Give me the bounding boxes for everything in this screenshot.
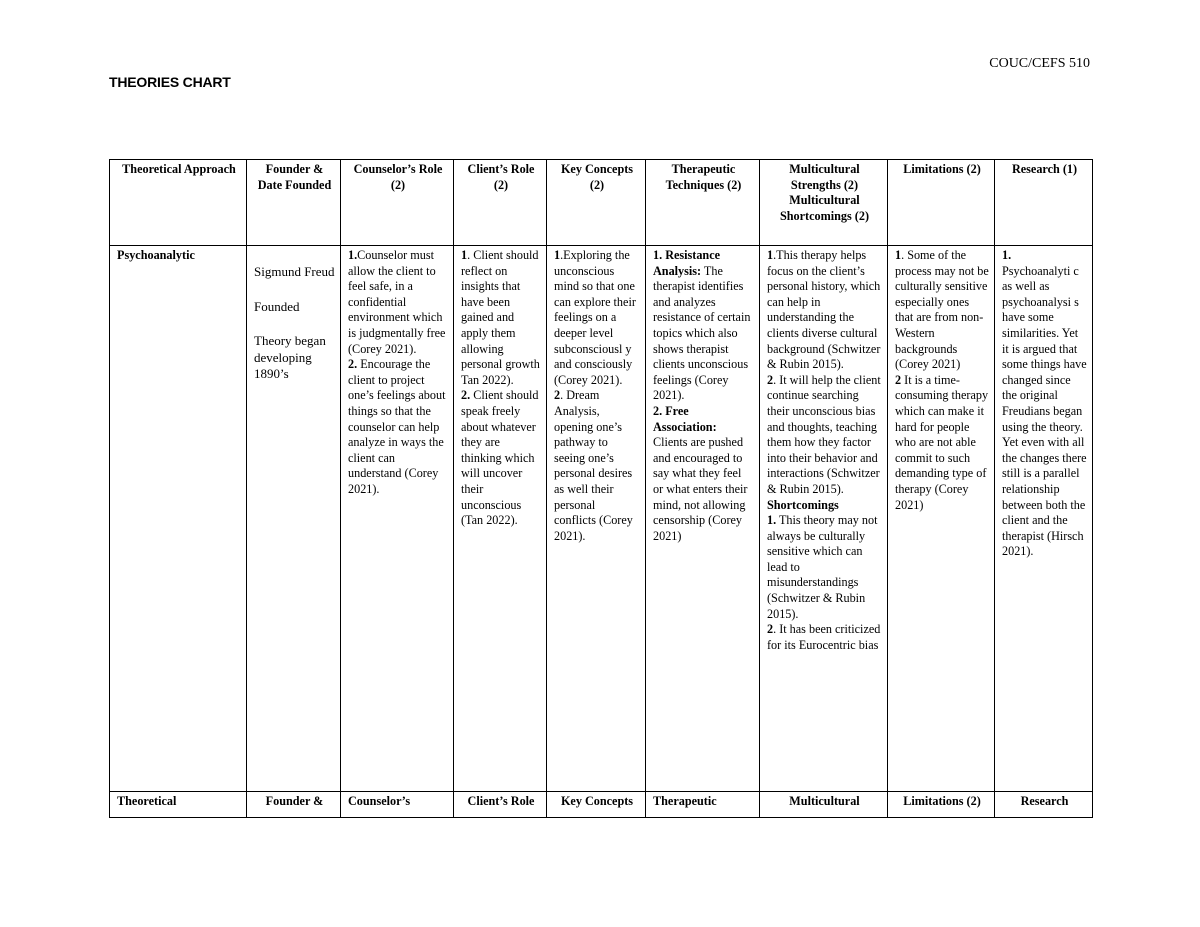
limitation-2: It is a time-consuming therapy which can make it hard for people who are not able commit to such demanding type of therapy (Corey 2021) xyxy=(895,372,989,512)
research-cell xyxy=(995,246,1093,792)
client-role-cell xyxy=(454,246,547,792)
item-number: 1 xyxy=(554,248,561,262)
limitations-cell xyxy=(888,246,995,792)
header-research: Research (1) xyxy=(995,160,1093,246)
repeat-header-multicultural: Multicultural xyxy=(760,792,888,818)
header-key-concepts: Key Concepts (2) xyxy=(547,160,646,246)
item-number: 2. xyxy=(461,388,471,403)
repeat-header-therapeutic: Therapeutic xyxy=(646,792,760,818)
key-concept-2: . Dream Analysis, opening one’s pathway to seeing one’s personal desires as well their personal conflicts (Corey 2021). xyxy=(554,388,633,543)
item-number: 2 xyxy=(767,622,774,637)
founded-label: Founded xyxy=(254,298,300,314)
header-client-role: Client’s Role (2) xyxy=(454,160,547,246)
course-code: COUC/CEFS 510 xyxy=(989,56,1090,71)
technique-1: The therapist identifies and analyzes resistance of certain topics which also shows therapist clients unconscious feelings (Corey 2021). xyxy=(653,263,751,403)
item-number: 2 xyxy=(767,372,774,387)
shortcoming-2: . It has been criticized for its Eurocentric bias xyxy=(767,622,881,652)
item-number: 2 xyxy=(554,388,561,403)
shortcoming-1: This theory may not always be culturally sensitive which can lead to misunderstandings (Schwitzer & Rubin 2015). xyxy=(767,513,878,621)
item-number: 1. xyxy=(767,513,777,528)
multicultural-cell xyxy=(760,246,888,792)
repeat-header-limitations: Limitations (2) xyxy=(888,792,995,818)
shortcomings-heading: Shortcomings xyxy=(767,497,839,512)
counselor-role-1: Counselor must allow the client to feel safe, in a confidential environment which is judgmentally free (Corey 2021). xyxy=(348,248,446,356)
technique-2: Clients are pushed and encouraged to say what they feel or what enters their mind, not allowing censorship (Corey 2021) xyxy=(653,435,748,543)
approach-name: Psychoanalytic xyxy=(117,248,195,262)
strength-2: . It will help the client continue searching their unconscious bias and thoughts, teaching them how they factor into their behavior and interactions (Schwitzer & Rubin 2015). xyxy=(767,372,881,496)
repeat-header-theoretical: Theoretical xyxy=(110,792,247,818)
header-theoretical-approach: Theoretical Approach xyxy=(110,160,247,246)
document-title: THEORIES CHART xyxy=(109,74,231,90)
counselor-role-cell xyxy=(341,246,454,792)
founded-date: Theory began developing 1890’s xyxy=(254,333,326,381)
repeat-header-key-concepts: Key Concepts xyxy=(547,792,646,818)
founder-name: Sigmund Freud xyxy=(254,264,335,279)
item-number: 2 xyxy=(653,403,660,418)
repeat-header-counselor: Counselor’s xyxy=(341,792,454,818)
theories-table xyxy=(109,159,1093,818)
item-number: 1. xyxy=(348,248,358,262)
header-limitations: Limitations (2) xyxy=(888,160,995,246)
item-number: 1 xyxy=(767,248,774,262)
key-concept-1: .Exploring the unconscious mind so that one can explore their feelings on a deeper level subconsciousl y and consciously (Corey 2021). xyxy=(554,248,636,387)
key-concepts-cell xyxy=(547,246,646,792)
research-1: Psychoanalyti c as well as psychoanalysi s have some similarities. Yet it is argued that some things have changed since the original Freudians began using the theory. Yet even with all the changes there still is a parallel relationship between both the client and the therapist (Hirsch 2021). xyxy=(1002,263,1087,559)
header-techniques: Therapeutic Techniques (2) xyxy=(646,160,760,246)
header-row xyxy=(110,160,1093,246)
item-number: 1 xyxy=(895,248,902,262)
repeat-header-research: Research xyxy=(995,792,1093,818)
item-number: 1. xyxy=(1002,248,1012,262)
header-counselor-role: Counselor’s Role (2) xyxy=(341,160,454,246)
founder-cell xyxy=(247,246,341,792)
item-number: 2. xyxy=(348,357,358,372)
techniques-cell xyxy=(646,246,760,792)
repeat-header-founder: Founder & xyxy=(247,792,341,818)
table-row xyxy=(110,246,1093,792)
technique-1-heading: . Resistance Analysis: xyxy=(653,248,721,278)
item-number: 2 xyxy=(895,372,902,387)
header-founder: Founder & Date Founded xyxy=(247,160,341,246)
counselor-role-2: Encourage the client to project one’s feelings about things so that the counselor can help analyze in ways the client can understand (Corey 2021). xyxy=(348,357,446,496)
repeat-header-client: Client’s Role xyxy=(454,792,547,818)
item-number: 1 xyxy=(653,248,660,262)
technique-2-heading: . Free Association: xyxy=(653,403,717,434)
repeated-header-row xyxy=(110,792,1093,818)
header-multicultural: Multicultural Strengths (2) Multicultural Shortcomings (2) xyxy=(760,160,888,246)
approach-cell xyxy=(110,246,247,792)
client-role-1: . Client should reflect on insights that have been gained and apply them allowing personal growth Tan 2022). xyxy=(461,248,540,387)
client-role-2: Client should speak freely about whatever they are thinking which will uncover their unconscious (Tan 2022). xyxy=(461,388,539,528)
item-number: 1 xyxy=(461,248,468,262)
strength-1: .This therapy helps focus on the client’s personal history, which can help in understanding the clients diverse cultural background (Schwitzer & Rubin 2015). xyxy=(767,248,881,372)
limitation-1: . Some of the process may not be culturally sensitive especially ones that are from non-Western backgrounds (Corey 2021) xyxy=(895,248,989,372)
